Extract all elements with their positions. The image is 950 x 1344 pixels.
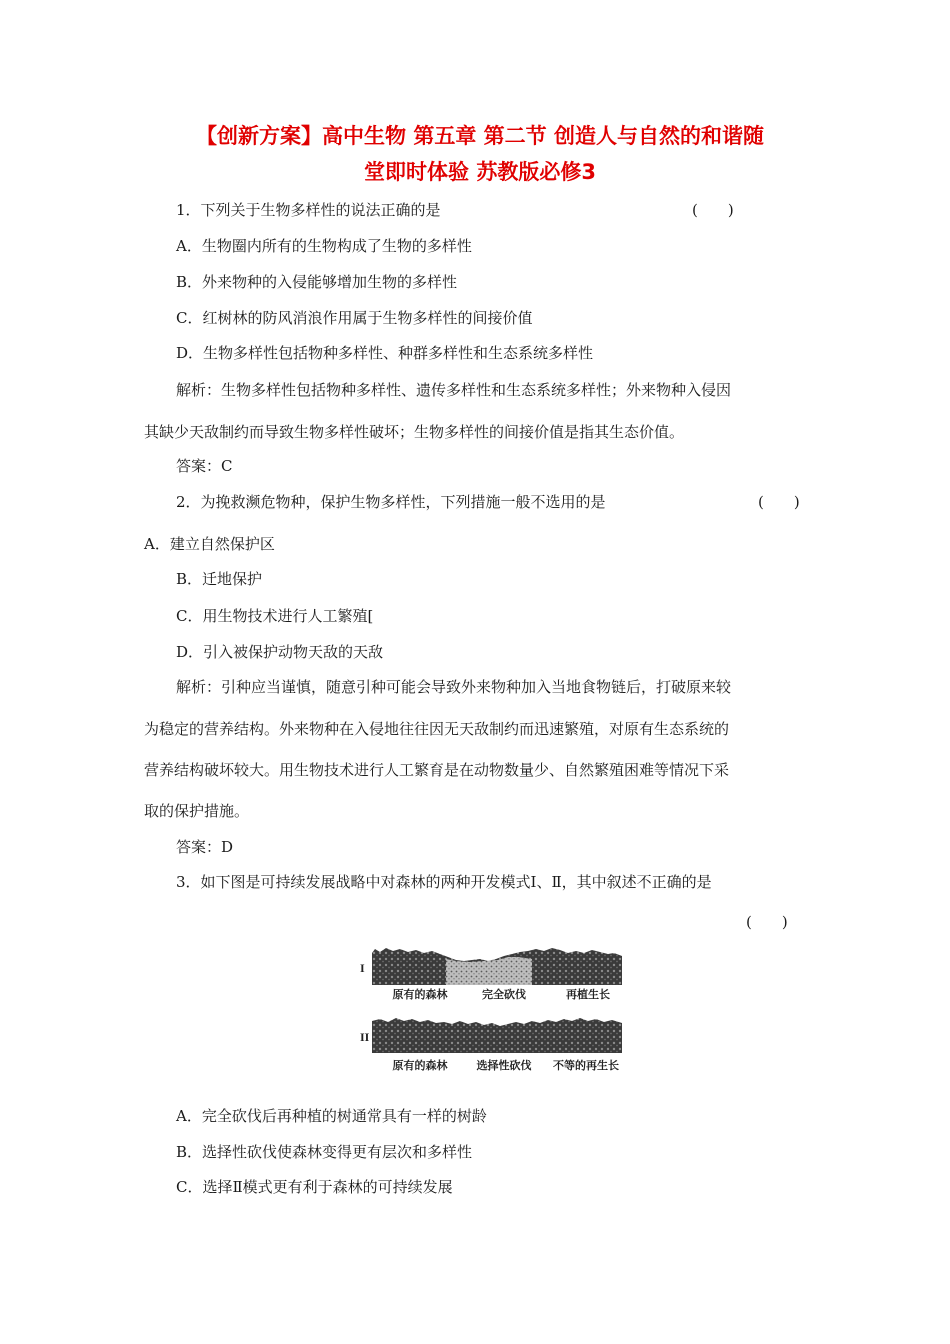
q2-option-a: A．建立自然保护区 (144, 535, 275, 553)
row2-label-original-forest: 原有的森林 (392, 1059, 448, 1072)
row2-label-uneven-regrowth: 不等的再生长 (553, 1059, 619, 1072)
q3-option-a: A．完全砍伐后再种植的树通常具有一样的树龄 (176, 1107, 487, 1125)
q2-analysis-line-3: 营养结构破坏较大。用生物技术进行人工繁育是在动物数量少、自然繁殖困难等情况下采 (144, 761, 730, 779)
row2-label-selective-cut: 选择性砍伐 (476, 1059, 532, 1072)
q1-answer-paren: ( ) (692, 201, 734, 219)
row1-forest-strip (372, 948, 622, 985)
q1-option-b: B．外来物种的入侵能够增加生物的多样性 (176, 273, 458, 291)
q2-analysis-line-1: 解析：引种应当谨慎，随意引种可能会导致外来物种加入当地食物链后，打破原来较 (176, 678, 732, 696)
row1-mark: I (360, 961, 365, 975)
q2-option-c: C．用生物技术进行人工繁殖[ (176, 607, 374, 625)
q3-answer-paren: ( ) (746, 913, 788, 931)
q2-option-b: B．迁地保护 (176, 570, 263, 588)
row2-mark: II (360, 1030, 370, 1044)
q2-answer: 答案：D (176, 838, 234, 856)
q3-option-b: B．选择性砍伐使森林变得更有层次和多样性 (176, 1143, 473, 1161)
q1-stem: 1．下列关于生物多样性的说法正确的是 (176, 201, 441, 219)
q1-option-a: A．生物圈内所有的生物构成了生物的多样性 (176, 237, 472, 255)
q1-option-c: C．红树林的防风消浪作用属于生物多样性的间接价值 (176, 309, 533, 327)
q2-stem: 2．为挽救濒危物种，保护生物多样性，下列措施一般不选用的是 (176, 493, 606, 511)
q3-option-c: C．选择Ⅱ模式更有利于森林的可持续发展 (176, 1178, 453, 1196)
q2-answer-paren: ( ) (758, 493, 800, 511)
q2-analysis-line-4: 取的保护措施。 (144, 802, 250, 820)
q1-analysis-line-2: 其缺少天敌制约而导致生物多样性破坏；生物多样性的间接价值是指其生态价值。 (144, 423, 685, 441)
row1-label-replant-growth: 再植生长 (566, 988, 610, 1001)
q1-analysis-line-1: 解析：生物多样性包括物种多样性、遗传多样性和生态系统多样性；外来物种入侵因 (176, 381, 732, 399)
q2-analysis-line-2: 为稳定的营养结构。外来物种在入侵地往往因无天敌制约而迅速繁殖，对原有生态系统的 (144, 720, 730, 738)
forest-development-figure (360, 945, 630, 1075)
row2-forest-strip (372, 1018, 622, 1053)
q1-answer: 答案：C (176, 457, 233, 475)
title-line-1: 【创新方案】高中生物 第五章 第二节 创造人与自然的和谐随 (196, 124, 764, 148)
q1-option-d: D．生物多样性包括物种多样性、种群多样性和生态系统多样性 (176, 344, 594, 362)
q2-option-d: D．引入被保护动物天敌的天敌 (176, 643, 384, 661)
q3-stem: 3．如下图是可持续发展战略中对森林的两种开发模式Ⅰ、Ⅱ，其中叙述不正确的是 (176, 873, 712, 891)
title-line-2: 堂即时体验 苏教版必修3 (364, 160, 596, 184)
row1-label-clear-cut: 完全砍伐 (482, 988, 526, 1001)
row1-label-original-forest: 原有的森林 (392, 988, 448, 1001)
